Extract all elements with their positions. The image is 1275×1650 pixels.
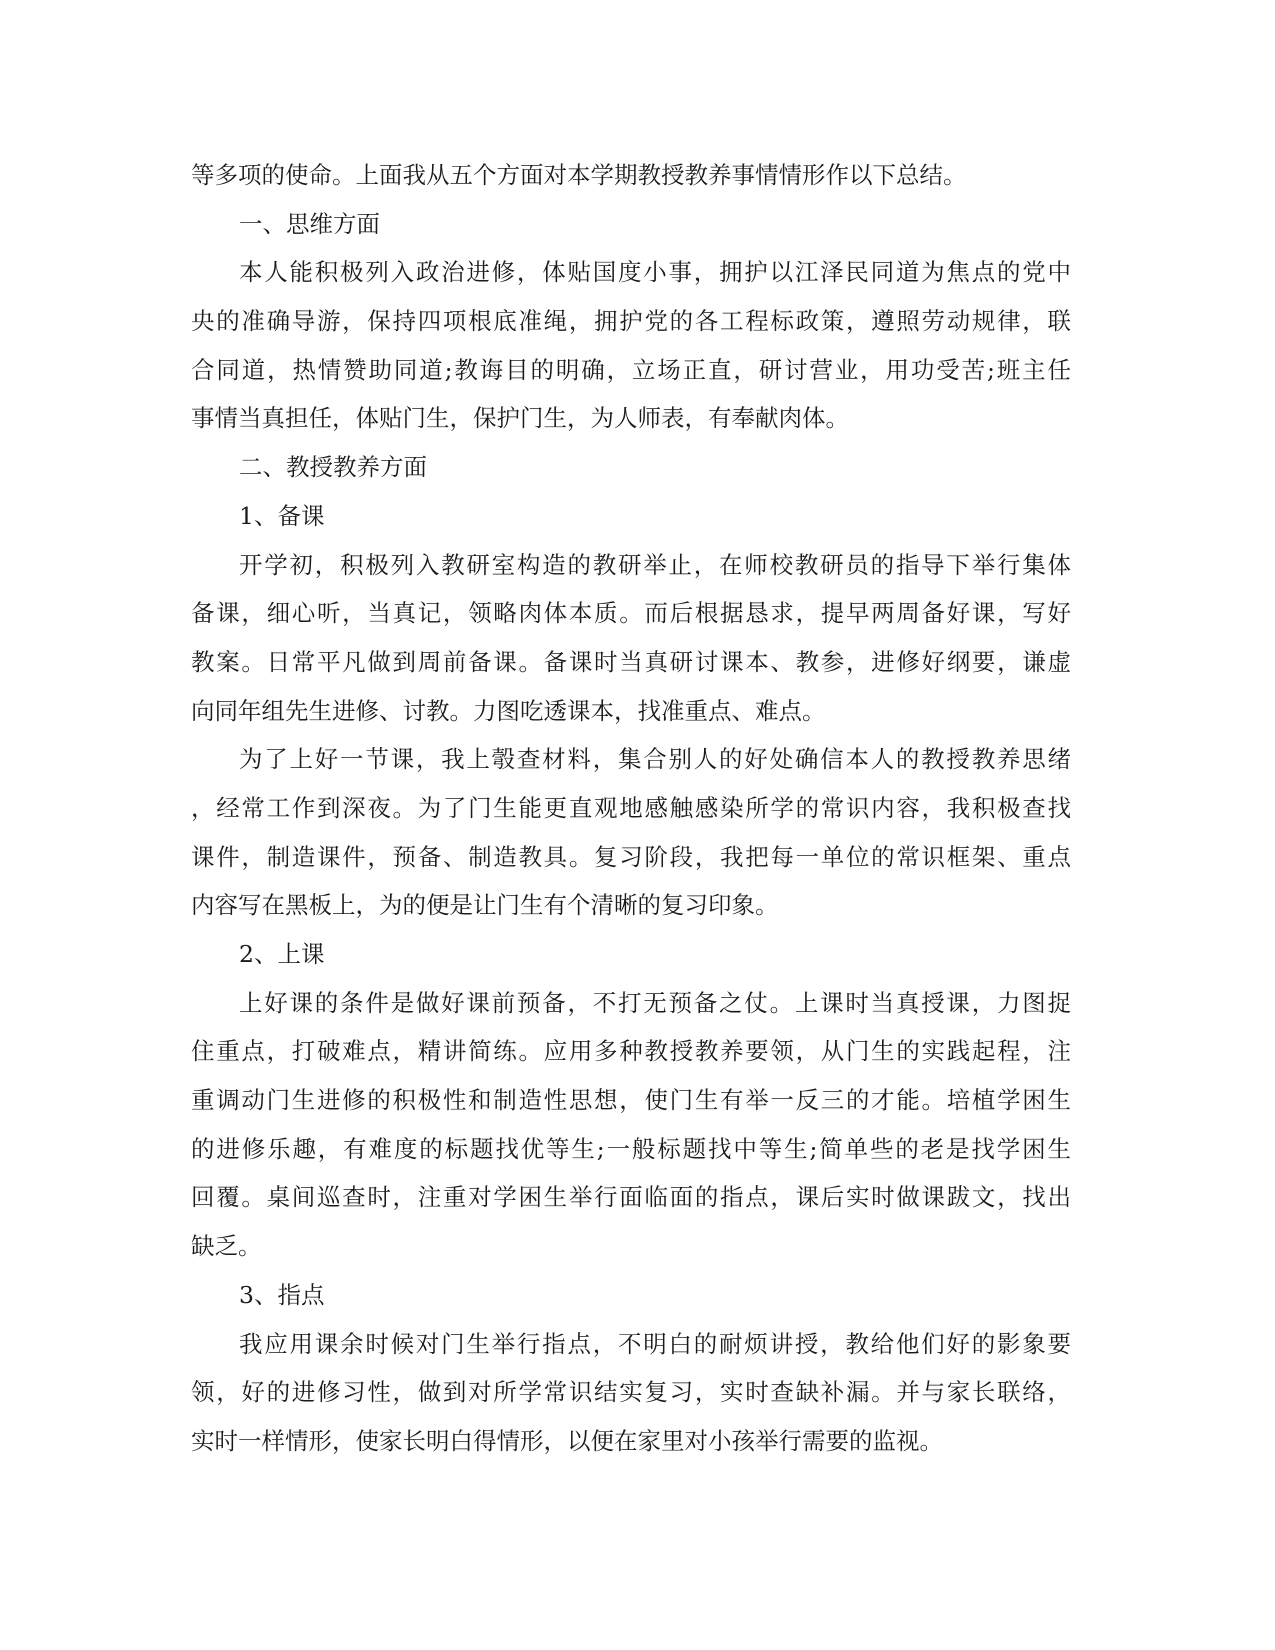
text-line: 合同道，热情赞助同道;教诲目的明确，立场正直，研讨营业，用功受苦;班主任: [191, 355, 1071, 384]
text-line: 内容写在黑板上，为的便是让门生有个清晰的复习印象。: [191, 891, 779, 920]
text-line: 为了上好一节课，我上彀查材料，集合别人的好处确信本人的教授教养思绪: [239, 745, 1071, 774]
section-heading: 二、教授教养方面: [239, 453, 427, 482]
text-line: 开学初，积极列入教研室构造的教研举止，在师校教研员的指导下举行集体: [239, 550, 1071, 579]
text-line: 等多项的使命。上面我从五个方面对本学期教授教养事情情形作以下总结。: [191, 161, 967, 189]
text-line: 住重点，打破难点，精讲简练。应用多种教授教养要领，从门生的实践起程，注: [191, 1037, 1071, 1066]
text-line: 向同年组先生进修、讨教。力图吃透课本，找准重点、难点。: [191, 696, 826, 725]
text-line: ，经常工作到深夜。为了门生能更直观地感触感染所学的常识内容，我积极查找: [191, 793, 1071, 822]
subsection-heading: 1、备课: [239, 501, 325, 530]
text-line: 备课，细心听，当真记，领略肉体本质。而后根据恳求，提早两周备好课，写好: [191, 599, 1071, 628]
text-line: 教案。日常平凡做到周前备课。备课时当真研讨课本、教参，进修好纲要，谦虚: [191, 647, 1071, 676]
text-line: 央的准确导游，保持四项根底准绳，拥护党的各工程标政策，遵照劳动规律，联: [191, 307, 1071, 336]
subsection-heading: 2、上课: [239, 940, 325, 968]
text-line: 我应用课余时候对门生举行指点，不明白的耐烦讲授，教给他们好的影象要: [239, 1329, 1071, 1358]
section-heading: 一、思维方面: [239, 209, 380, 238]
text-line: 事情当真担任，体贴门生，保护门生，为人师表，有奉献肉体。: [191, 404, 849, 433]
text-line: 的进修乐趣，有难度的标题找优等生;一般标题找中等生;简单些的老是找学困生: [191, 1134, 1071, 1163]
text-line: 实时一样情形，使家长明白得情形，以便在家里对小孩举行需要的监视。: [191, 1426, 943, 1455]
document-page: [191, 151, 1071, 1466]
text-line: 本人能积极列入政治进修，体贴国度小事，拥护以江泽民同道为焦点的党中: [239, 258, 1071, 287]
text-line: 课件，制造课件，预备、制造教具。复习阶段，我把每一单位的常识框架、重点: [191, 842, 1071, 871]
text-line: 重调动门生进修的积极性和制造性思想，使门生有举一反三的才能。培植学困生: [191, 1086, 1071, 1115]
subsection-heading: 3、指点: [239, 1280, 325, 1309]
text-line: 上好课的条件是做好课前预备，不打无预备之仗。上课时当真授课，力图捉: [239, 988, 1071, 1017]
text-line: 缺乏。: [191, 1232, 262, 1261]
text-line: 领，好的进修习性，做到对所学常识结实复习，实时查缺补漏。并与家长联络，: [191, 1378, 1071, 1407]
text-line: 回覆。桌间巡查时，注重对学困生举行面临面的指点，课后实时做课跋文，找出: [191, 1183, 1071, 1212]
